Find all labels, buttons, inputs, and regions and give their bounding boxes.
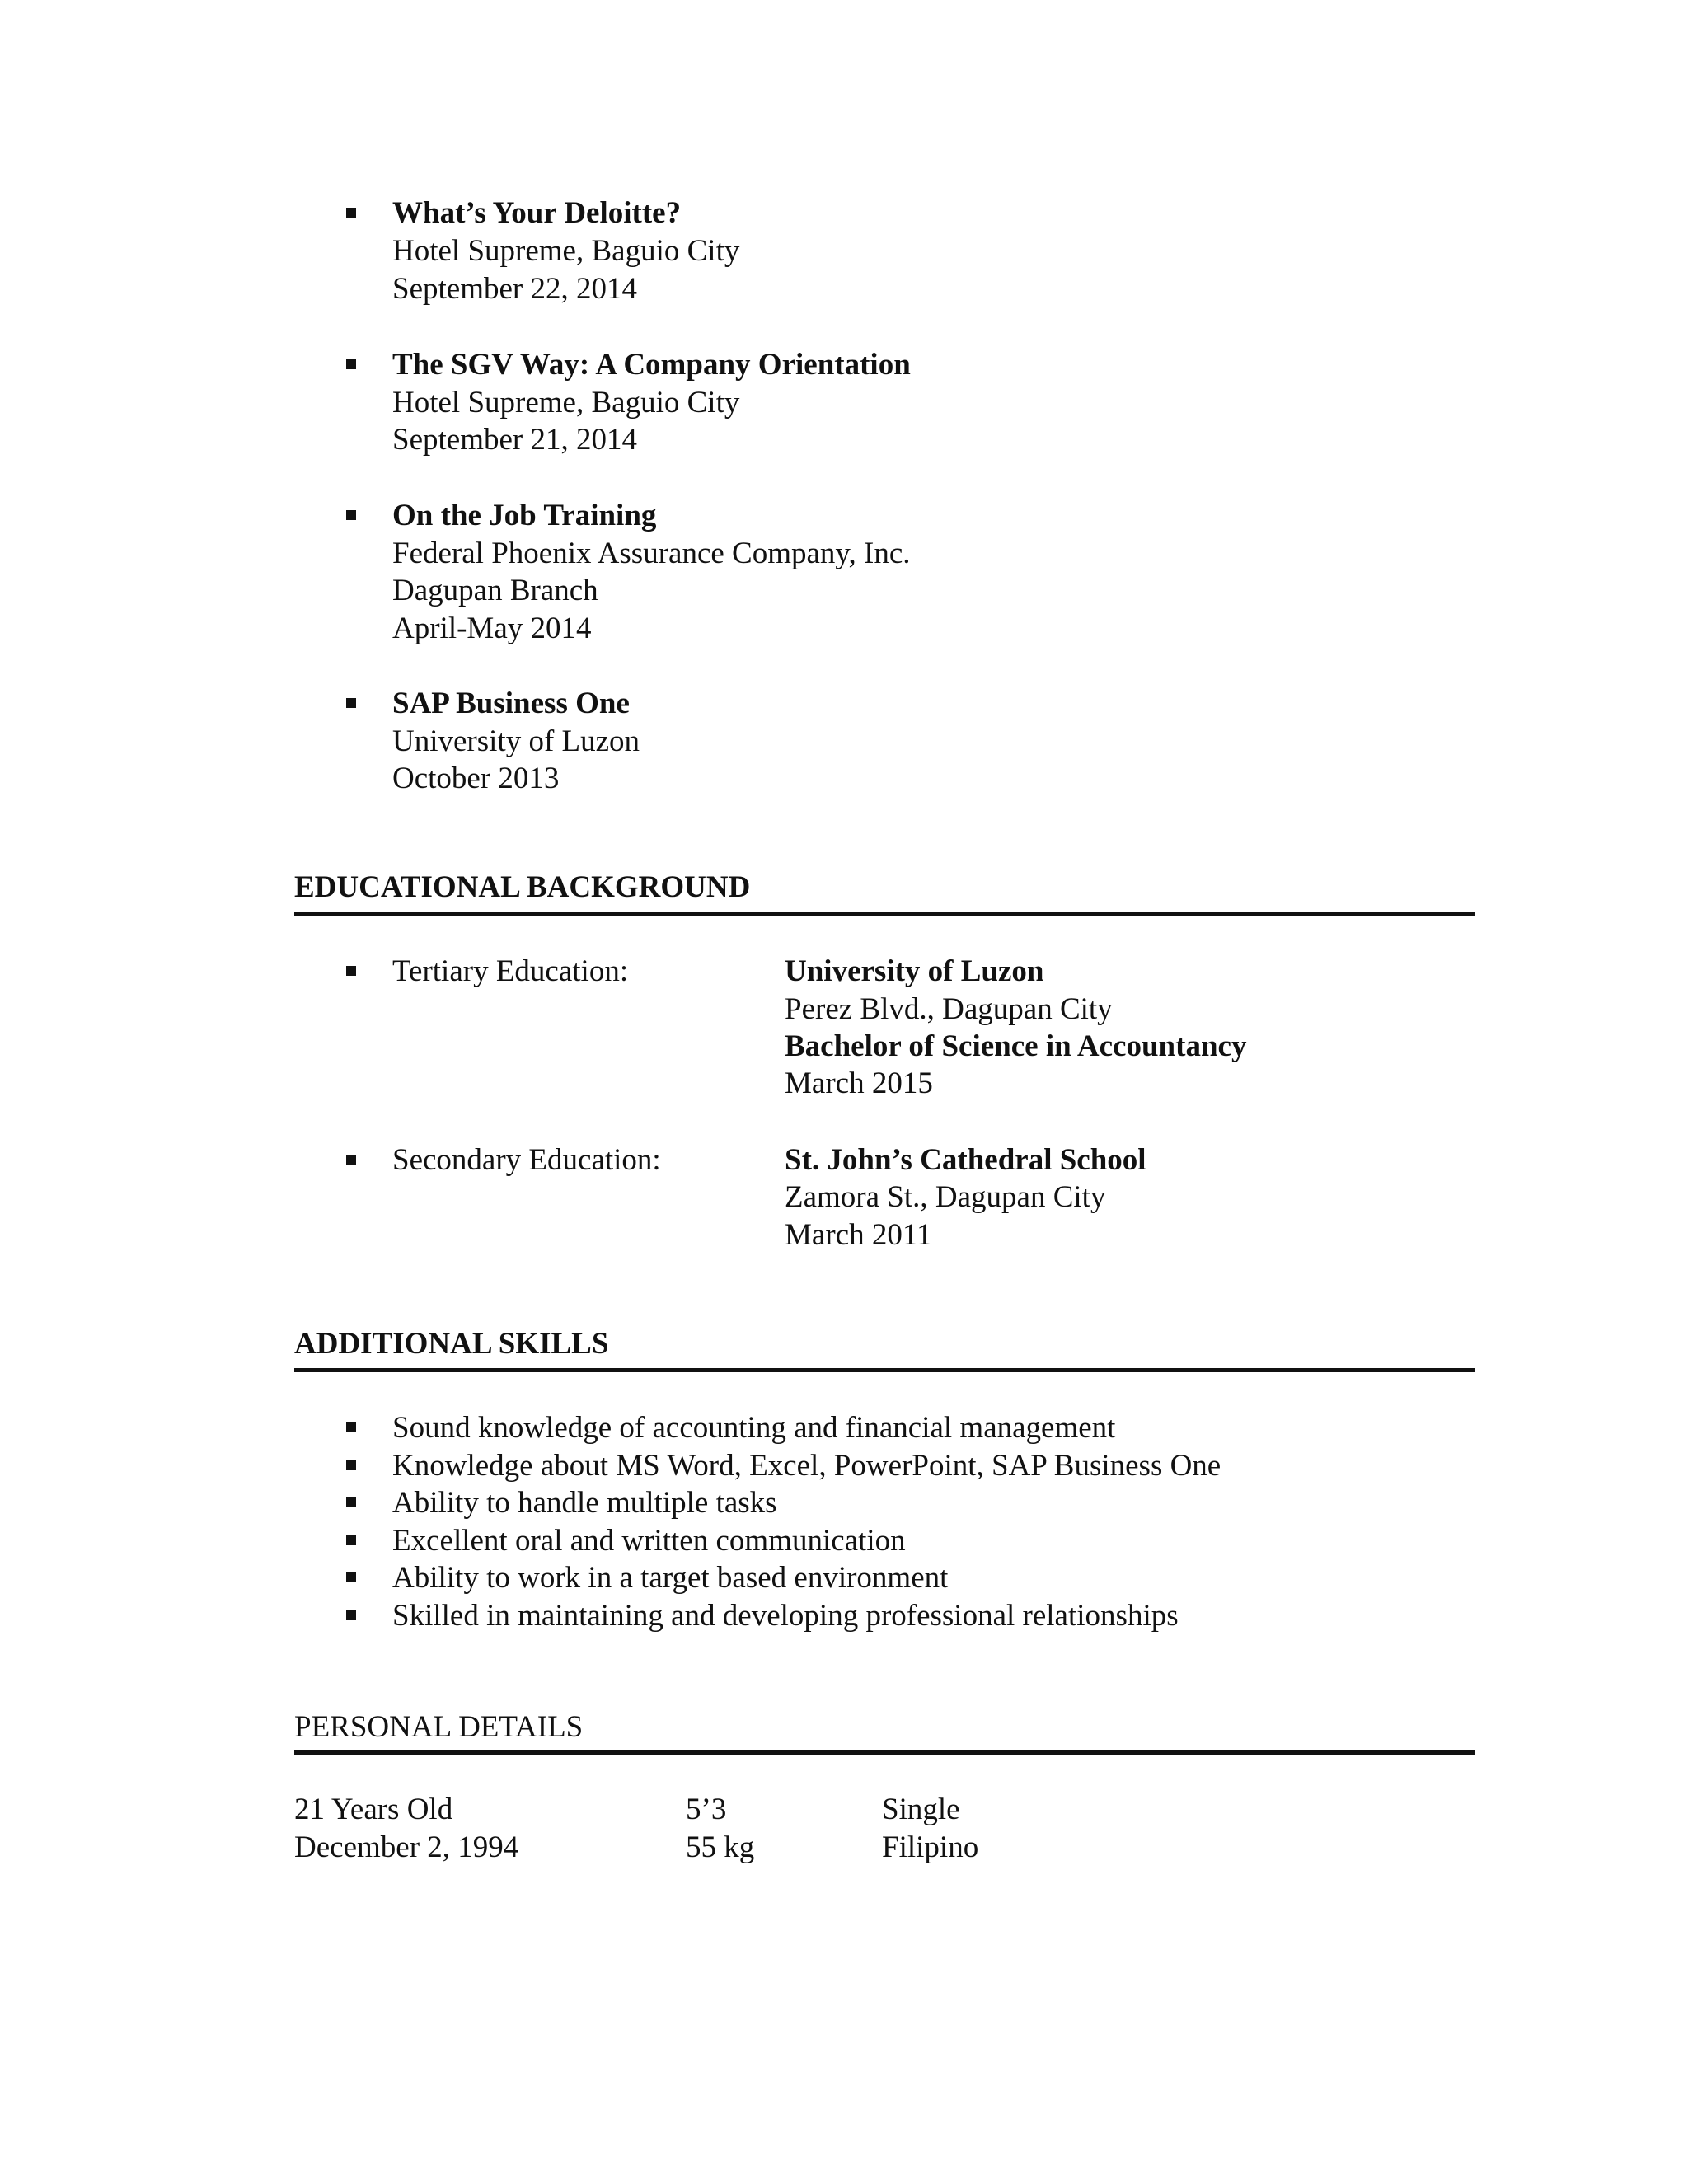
bullet-icon <box>346 1535 356 1545</box>
skill-item: Sound knowledge of accounting and financial management <box>392 1411 1116 1445</box>
section-heading-skills: ADDITIONAL SKILLS <box>294 1327 609 1361</box>
personal-nationality: Filipino <box>882 1830 979 1864</box>
bullet-icon <box>346 359 356 369</box>
tertiary-date: March 2015 <box>785 1066 933 1100</box>
section-divider <box>294 912 1475 916</box>
bullet-icon <box>346 1422 356 1432</box>
training-location: University of Luzon <box>392 724 640 758</box>
training-branch: Dagupan Branch <box>392 574 598 607</box>
section-divider <box>294 1368 1475 1372</box>
training-location: Hotel Supreme, Baguio City <box>392 386 740 419</box>
skill-item: Excellent oral and written communication <box>392 1524 906 1558</box>
bullet-icon <box>346 1610 356 1620</box>
section-heading-personal: PERSONAL DETAILS <box>294 1710 584 1744</box>
section-divider <box>294 1750 1475 1755</box>
bullet-icon <box>346 1497 356 1507</box>
tertiary-school: University of Luzon <box>785 954 1044 988</box>
training-title: SAP Business One <box>392 687 630 720</box>
bullet-icon <box>346 208 356 218</box>
skill-item: Ability to handle multiple tasks <box>392 1486 777 1520</box>
bullet-icon <box>346 966 356 976</box>
education-label-secondary: Secondary Education: <box>392 1143 661 1177</box>
training-title: On the Job Training <box>392 499 657 532</box>
training-date: September 21, 2014 <box>392 423 637 457</box>
tertiary-address: Perez Blvd., Dagupan City <box>785 992 1113 1026</box>
training-company: Federal Phoenix Assurance Company, Inc. <box>392 537 911 570</box>
section-heading-education: EDUCATIONAL BACKGROUND <box>294 870 751 904</box>
bullet-icon <box>346 698 356 708</box>
skill-item: Skilled in maintaining and developing professional relationships <box>392 1599 1179 1633</box>
training-date: September 22, 2014 <box>392 272 637 306</box>
bullet-icon <box>346 1572 356 1582</box>
training-title: The SGV Way: A Company Orientation <box>392 348 911 382</box>
secondary-address: Zamora St., Dagupan City <box>785 1180 1106 1214</box>
skill-item: Ability to work in a target based environment <box>392 1561 949 1595</box>
secondary-date: March 2011 <box>785 1218 932 1252</box>
personal-age: 21 Years Old <box>294 1793 453 1826</box>
personal-weight: 55 kg <box>686 1830 755 1864</box>
bullet-icon <box>346 1460 356 1470</box>
education-label-tertiary: Tertiary Education: <box>392 954 629 988</box>
skill-item: Knowledge about MS Word, Excel, PowerPoint, SAP Business One <box>392 1449 1221 1483</box>
tertiary-degree: Bachelor of Science in Accountancy <box>785 1029 1247 1063</box>
personal-birthdate: December 2, 1994 <box>294 1830 519 1864</box>
bullet-icon <box>346 510 356 520</box>
secondary-school: St. John’s Cathedral School <box>785 1143 1146 1177</box>
personal-status: Single <box>882 1793 960 1826</box>
training-date: October 2013 <box>392 762 560 795</box>
personal-height: 5’3 <box>686 1793 727 1826</box>
training-location: Hotel Supreme, Baguio City <box>392 234 740 268</box>
training-title: What’s Your Deloitte? <box>392 196 682 230</box>
training-date: April-May 2014 <box>392 612 592 645</box>
bullet-icon <box>346 1155 356 1165</box>
